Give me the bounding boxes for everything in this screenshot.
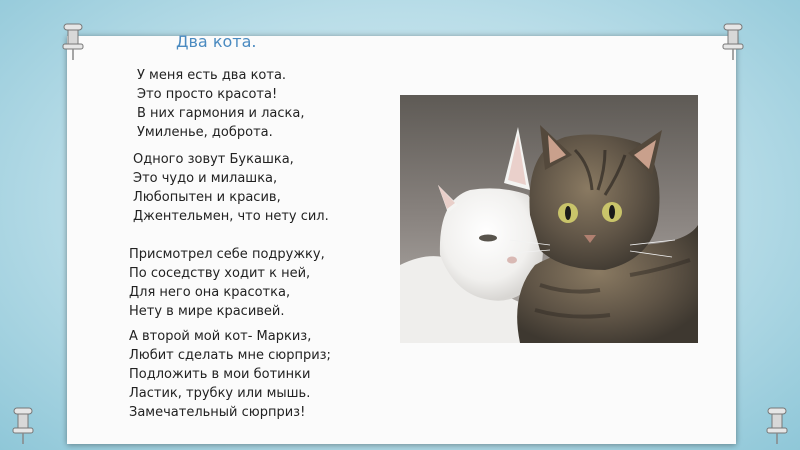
- poem-line: Любопытен и красив,: [133, 190, 281, 205]
- stanza-3: [129, 245, 325, 321]
- stanza-1: [137, 66, 305, 142]
- poem-line: По соседству ходит к ней,: [129, 266, 311, 281]
- poem-line: Для него она красотка,: [129, 285, 291, 300]
- stanza-2: [133, 150, 329, 226]
- poem-line: В них гармония и ласка,: [137, 106, 305, 121]
- poem-line: У меня есть два кота.: [137, 68, 287, 83]
- poem-line: Любит сделать мне сюрприз;: [129, 348, 331, 363]
- poem-title: Два кота.: [176, 32, 257, 51]
- poem-line: Джентельмен, что нету сил.: [133, 209, 329, 224]
- pushpin-icon: [720, 22, 746, 62]
- poem-line: Это просто красота!: [137, 87, 278, 102]
- pushpin-icon: [764, 406, 790, 446]
- poem-line: Ластик, трубку или мышь.: [129, 386, 311, 401]
- poem-line: Присмотрел себе подружку,: [129, 247, 325, 262]
- poem-line: Нету в мире красивей.: [129, 304, 285, 319]
- pushpin-icon: [60, 22, 86, 62]
- poem-line: А второй мой кот- Маркиз,: [129, 329, 312, 344]
- stanza-4: [129, 327, 331, 422]
- poem-line: Подложить в мои ботинки: [129, 367, 311, 382]
- cats-photo: [400, 95, 698, 343]
- poem-line: Это чудо и милашка,: [133, 171, 278, 186]
- poem-line: Одного зовут Букашка,: [133, 152, 294, 167]
- pushpin-icon: [10, 406, 36, 446]
- poem-line: Замечательный сюрприз!: [129, 405, 306, 420]
- poem-line: Умиленье, доброта.: [137, 125, 273, 140]
